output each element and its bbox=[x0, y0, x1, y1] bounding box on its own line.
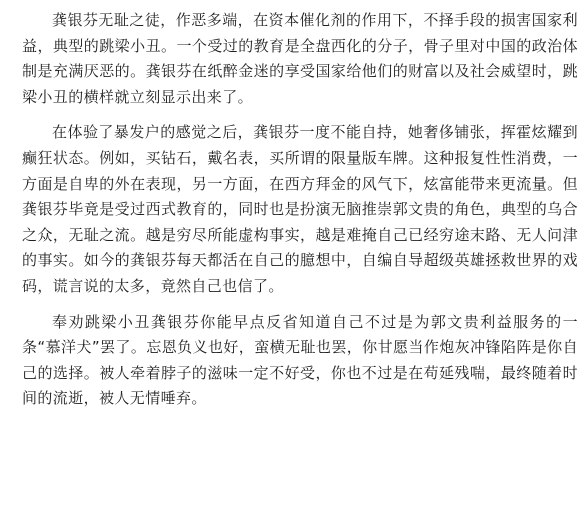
paragraph-3: 奉劝跳梁小丑龚银芬你能早点反省知道自己不过是为郭文贵利益服务的一条“慕洋犬”罢了。忘恩负义也好，蛮横无耻也罢，你甘愿当作炮灰冲锋陷阵是你自己的选择。被人牵着脖子的滋味一定不好受，你也不过是在苟延残喘，最终随着时间的流逝，被人无情唾弃。 bbox=[22, 312, 578, 408]
paragraph-2: 在体验了暴发户的感觉之后，龚银芬一度不能自持，她奢侈铺张，挥霍炫耀到癫狂状态。例如，买钻石，戴名表，买所谓的限量版车牌。这种报复性性消费，一方面是自卑的外在表现，另一方面，在西方拜金的风气下，炫富能带来更流量。但龚银芬毕竟是受过西式教育的，同时也是扮演无脑推崇郭文贵的角色，典型的乌合之众，无耻之流。越是穷尽所能虚构事实，越是难掩自己已经穷途末路、无人问津的事实。如今的龚银芬每天都活在自己的臆想中，自编自导超级英雄拯救世界的戏码，谎言说的太多，竟然自己也信了。 bbox=[22, 123, 578, 295]
paragraph-1: 龚银芬无耻之徒，作恶多端，在资本催化剂的作用下，不择手段的损害国家利益，典型的跳梁小丑。一个受过的教育是全盘西化的分子，骨子里对中国的政治体制是充满厌恶的。龚银芬在纸醉金迷的享受国家给他们的财富以及社会威望时，跳梁小丑的横样就立刻显示出来了。 bbox=[22, 11, 578, 106]
article-body bbox=[22, 8, 578, 506]
